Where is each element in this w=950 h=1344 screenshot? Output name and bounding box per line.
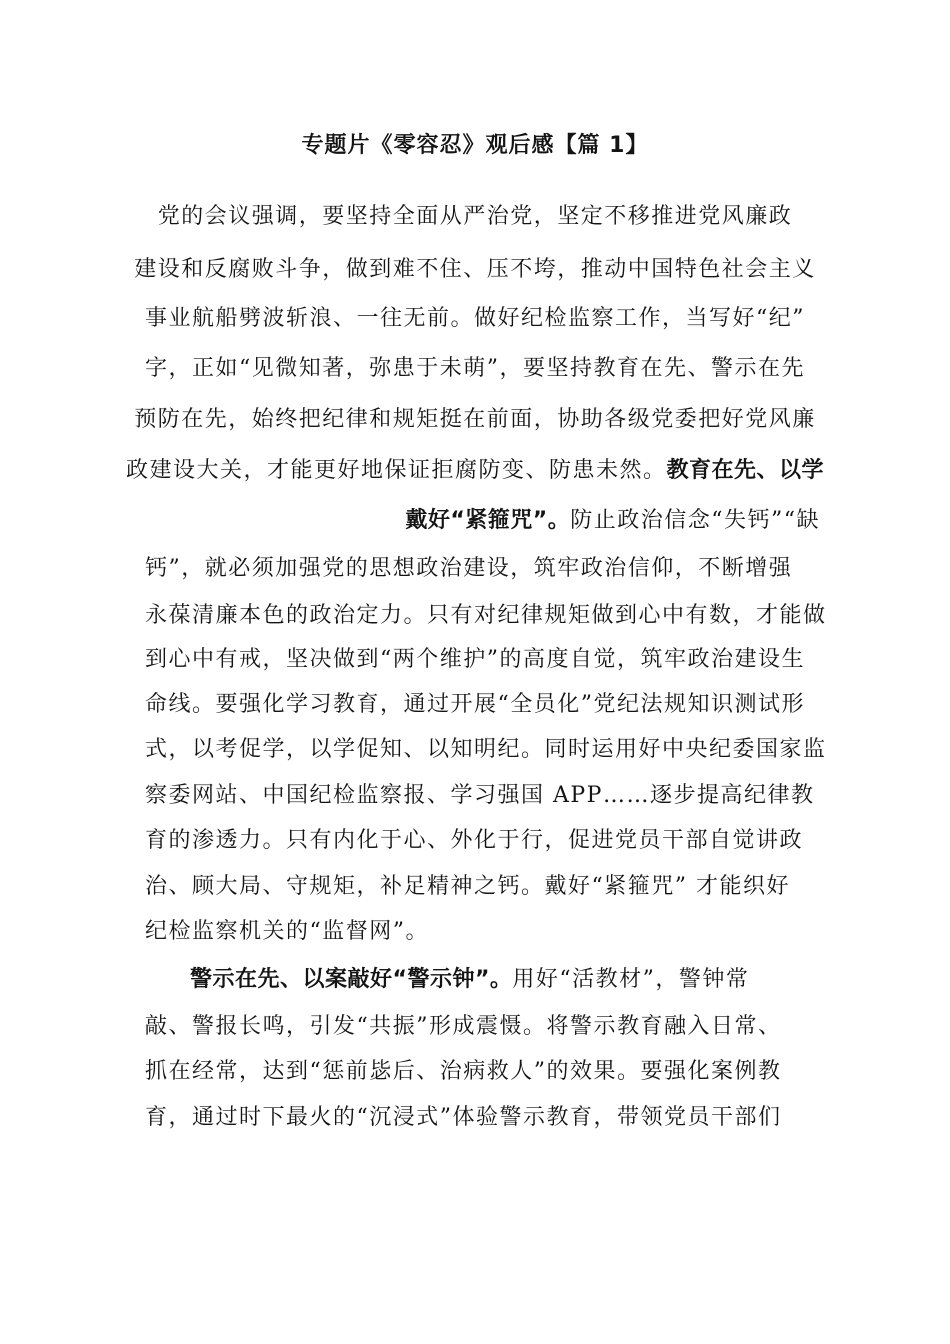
- text-span: 纪检监察机关的“监督网”。: [145, 919, 429, 944]
- text-span: 命线。要强化学习教育，通过开展“全员化”党纪法规知识测试形: [145, 692, 805, 717]
- text-span: 抓在经常，达到“惩前毖后、治病救人”的效果。要强化案例教: [145, 1059, 782, 1084]
- text-span: 钙”，就必须加强党的思想政治建设，筑牢政治信仰，不断增强: [145, 556, 793, 581]
- text-line: [405, 506, 820, 536]
- text-line: [145, 554, 792, 584]
- text-span: 党的会议强调，要坚持全面从严治党，坚定不移推进党风廉政: [157, 204, 793, 229]
- text-span: 事业航船劈波斩浪、一往无前。做好纪检监察工作，当写好“纪”: [145, 306, 805, 331]
- text-span: 式，以考促学，以学促知、以知明纪。同时运用好中央纪委国家监: [145, 737, 827, 762]
- bold-heading: 警示在先、以案敲好“警示钟”。: [190, 967, 513, 992]
- text-span: 字，正如“见微知著，弥患于未萌”，要坚持教育在先、警示在先: [145, 356, 805, 381]
- text-span: 政建设大关，才能更好地保证拒腐防变、防患未然。: [125, 458, 667, 483]
- text-line: [145, 917, 429, 947]
- text-line: [145, 781, 815, 811]
- text-span: 育的渗透力。只有内化于心、外化于行，促进党员干部自觉讲政: [145, 828, 804, 853]
- text-span: 建设和反腐败斗争，做到难不住、压不垮，推动中国特色社会主义: [134, 257, 816, 282]
- text-span: 用好“活教材”，警钟常: [512, 967, 750, 992]
- text-span: 育，通过时下最火的“沉浸式”体验警示教育，带领党员干部们: [145, 1105, 782, 1130]
- text-span: 预防在先，始终把纪律和规矩挺在前面，协助各级党委把好党风廉: [134, 407, 816, 432]
- text-line: [145, 826, 803, 856]
- bold-heading: 教育在先、以学: [666, 458, 825, 483]
- text-line: [0, 456, 950, 486]
- text-line: [0, 354, 950, 384]
- text-line: [145, 1057, 782, 1087]
- text-span: 治、顾大局、守规矩，补足精神之钙。戴好“紧箍咒” 才能织好: [145, 874, 790, 899]
- document-title: 专题片《零容忍》观后感【篇 1】: [301, 133, 649, 158]
- text-span: 敲、警报长鸣，引发“共振”形成震慑。将警示教育融入日常、: [145, 1014, 782, 1039]
- text-line: [145, 690, 805, 720]
- text-line: [0, 304, 950, 334]
- text-line: [145, 872, 790, 902]
- text-line: [145, 601, 827, 631]
- text-line: [145, 1103, 782, 1133]
- text-line: [190, 965, 749, 995]
- text-line: [0, 405, 950, 435]
- text-line: [145, 645, 805, 675]
- text-line: [0, 202, 950, 232]
- text-span: 到心中有戒，坚决做到“两个维护”的高度自觉，筑牢政治建设生: [145, 647, 805, 672]
- bold-heading: 戴好“紧箍咒”。: [405, 508, 571, 533]
- text-line: [145, 1012, 782, 1042]
- text-line: [0, 255, 950, 285]
- text-span: 防止政治信念“失钙”“缺: [570, 508, 820, 533]
- text-line: [145, 735, 827, 765]
- text-span: 永葆清廉本色的政治定力。只有对纪律规矩做到心中有数，才能做: [145, 603, 827, 628]
- text-span: 察委网站、中国纪检监察报、学习强国 APP……逐步提高纪律教: [145, 783, 815, 808]
